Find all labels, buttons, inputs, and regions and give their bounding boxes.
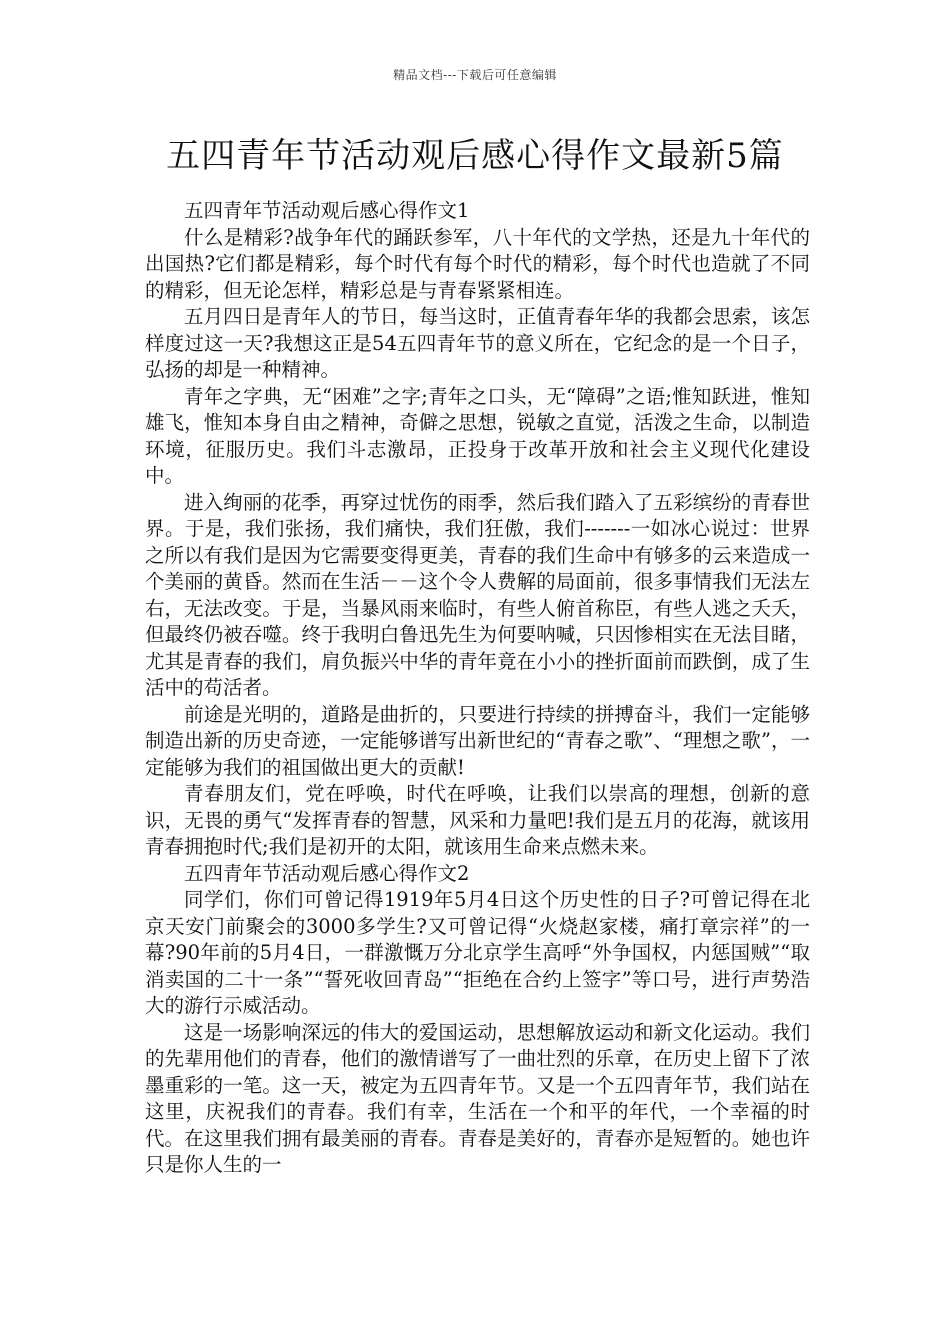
paragraph: 进入绚丽的花季，再穿过忧伤的雨季，然后我们踏入了五彩缤纷的青春世界。于是，我们张扬，我们痛快，我们狂傲，我们-------一如冰心说过：世界之所以有我们是因为它需要变得更美，青春的我们生命中有够多的云来造成一个美丽的黄昏。然而在生活－－这个令人费解的局面前，很多事情我们无法左右，无法改变。于是，当暴风雨来临时，有些人俯首称臣，有些人逃之夭夭，但最终仍被吞噬。终于我明白鲁迅先生为何要呐喊，只因惨相实在无法目睹，尤其是青春的我们，肩负振兴中华的青年竟在小小的挫折面前而跌倒，成了生活中的苟活者。 [145,490,810,699]
paragraph: 什么是精彩?战争年代的踊跃参军，八十年代的文学热，还是九十年代的出国热?它们都是精彩，每个时代有每个时代的精彩，每个时代也造就了不同的精彩，但无论怎样，精彩总是与青春紧紧相连。 [145,225,810,302]
paragraph: 前途是光明的，道路是曲折的，只要进行持续的拼搏奋斗，我们一定能够制造出新的历史奇迹，一定能够谱写出新世纪的“青春之歌”、“理想之歌”，一定能够为我们的祖国做出更大的贡献! [145,702,810,779]
section-heading: 五四青年节活动观后感心得作文2 [184,861,470,885]
paragraph: 同学们，你们可曾记得1919年5月4日这个历史性的日子?可曾记得在北京天安门前聚会的3000多学生?又可曾记得“火烧赵家楼，痛打章宗祥”的一幕?90年前的5月4日，一群激慨万分北京学生高呼“外争国权，内惩国贼”“取消卖国的二十一条”“誓死收回青岛”“拒绝在合约上签字”等口号，进行声势浩大的游行示威活动。 [145,888,810,1017]
paragraph: 青年之字典，无“困难”之字;青年之口头，无“障碍”之语;惟知跃进，惟知雄飞，惟知本身自由之精神，奇僻之思想，锐敏之直觉，活泼之生命，以制造环境，征服历史。我们斗志激昂，正投身于改革开放和社会主义现代化建设中。 [145,384,810,487]
document-title: 五四青年节活动观后感心得作文最新5篇 [166,136,784,176]
header-note: 精品文档---下载后可任意编辑 [393,68,557,82]
document-body [145,198,810,1179]
paragraph: 五月四日是青年人的节日，每当这时，正值青春年华的我都会思索，该怎样度过这一天?我想这正是54五四青年节的意义所在，它纪念的是一个日子，弘扬的却是一种精神。 [145,305,810,381]
paragraph: 青春朋友们，党在呼唤，时代在呼唤，让我们以崇高的理想，创新的意识，无畏的勇气“发挥青春的智慧，风采和力量吧!我们是五月的花海，就该用青春拥抱时代;我们是初开的太阳，就该用生命来点燃未来。 [145,782,810,858]
section-heading: 五四青年节活动观后感心得作文1 [184,199,470,222]
paragraph: 这是一场影响深远的伟大的爱国运动，思想解放运动和新文化运动。我们的先辈用他们的青春，他们的激情谱写了一曲壮烈的乐章，在历史上留下了浓墨重彩的一笔。这一天，被定为五四青年节。又是一个五四青年节，我们站在这里，庆祝我们的青春。我们有幸，生活在一个和平的年代，一个幸福的时代。在这里我们拥有最美丽的青春。青春是美好的，青春亦是短暂的。她也许只是你人生的一 [145,1020,810,1176]
